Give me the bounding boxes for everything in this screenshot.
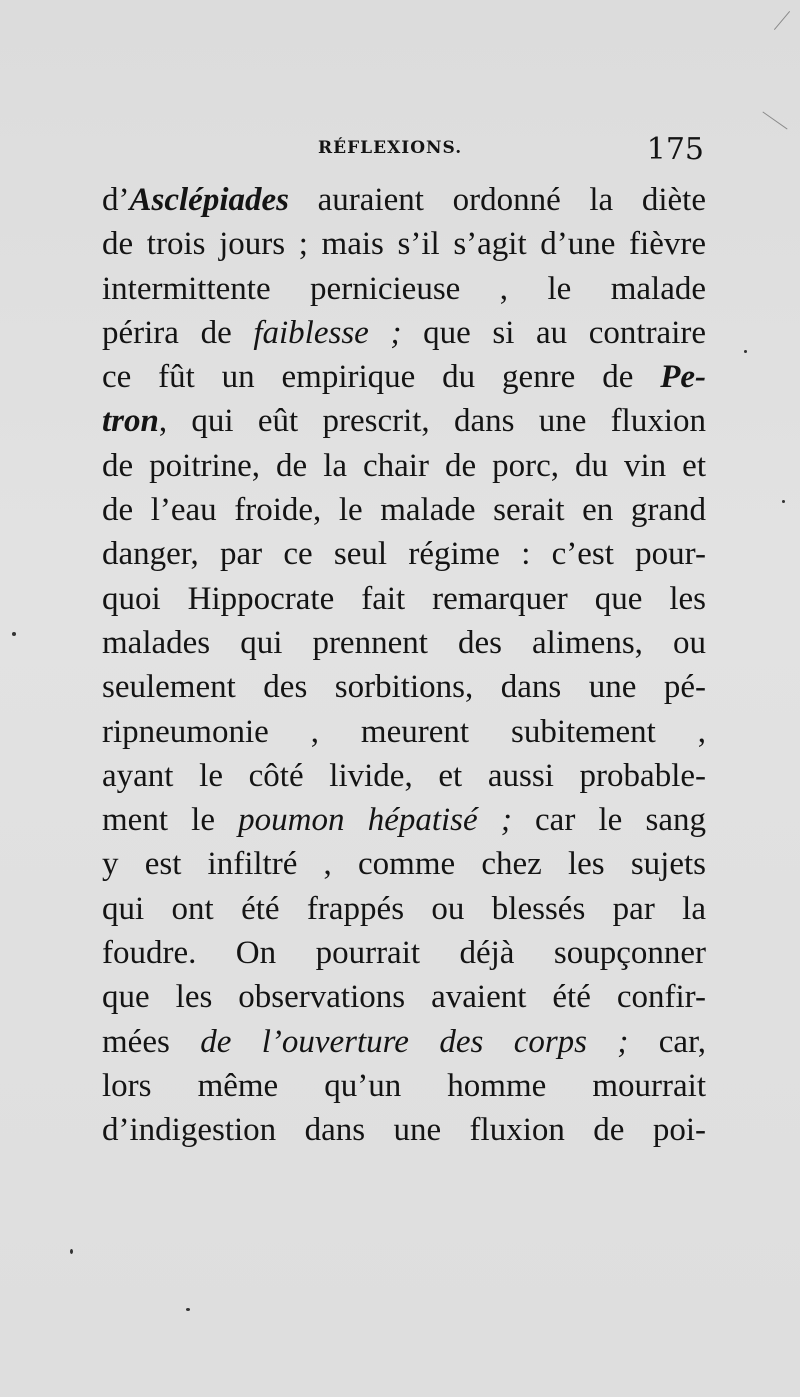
text-segment: car le sang <box>511 802 706 839</box>
text-segment: ayant le côté livide, et aussi probable- <box>102 757 706 794</box>
italic-text-segment: Asclépiades <box>129 182 289 218</box>
text-line <box>102 267 706 311</box>
text-segment: , qui eût prescrit, dans une fluxion <box>158 403 706 440</box>
text-segment: foudre. On pourrait déjà soupçonner <box>102 935 706 972</box>
text-line <box>102 355 706 399</box>
text-line <box>102 488 706 532</box>
text-line <box>102 577 706 621</box>
text-line <box>102 710 706 754</box>
text-line <box>102 798 706 842</box>
text-line <box>102 931 706 975</box>
text-segment: périra de <box>102 314 254 351</box>
text-segment: ment le <box>102 802 239 839</box>
text-segment: auraient ordonné la diète <box>288 182 706 218</box>
italic-text-segment: poumon hépatisé ; <box>238 802 512 839</box>
text-line <box>102 1020 706 1064</box>
text-segment: danger, par ce seul régime : c’est pour- <box>102 536 706 573</box>
text-segment: malades qui prennent des alimens, ou <box>102 624 706 661</box>
paper-edge-mark <box>762 111 787 129</box>
text-segment: de poitrine, de la chair de porc, du vin et <box>102 447 706 484</box>
text-segment: de l’eau froide, le malade serait en grand <box>102 492 706 529</box>
running-head: RÉFLEXIONS. <box>318 138 463 158</box>
text-segment: d’ <box>102 182 130 218</box>
text-segment: qui ont été frappés ou blessés par la <box>102 890 706 927</box>
text-line <box>102 754 706 798</box>
text-segment: de trois jours ; mais s’il s’agit d’une fièvre <box>102 226 706 263</box>
text-segment: lors même qu’un homme mourrait <box>102 1067 706 1104</box>
text-line <box>102 975 706 1019</box>
page-header <box>100 132 708 172</box>
text-segment: ce fût un empirique du genre de <box>102 359 661 396</box>
text-segment: y est infiltré , comme chez les sujets <box>102 846 706 883</box>
text-segment: quoi Hippocrate fait remarquer que les <box>102 580 706 617</box>
italic-text-segment: Pe- <box>660 359 706 396</box>
text-line <box>102 532 706 576</box>
text-line <box>102 1064 706 1108</box>
text-line <box>102 842 706 886</box>
text-line <box>102 621 706 665</box>
text-segment: que les observations avaient été confir- <box>102 979 706 1016</box>
text-segment: d’indigestion dans une fluxion de poi- <box>102 1112 706 1149</box>
text-line <box>102 311 706 355</box>
text-line <box>102 178 706 222</box>
text-line <box>102 887 706 931</box>
ink-speck <box>782 500 785 503</box>
body-text <box>102 178 706 1153</box>
page-number: 175 <box>646 132 704 167</box>
italic-text-segment: tron <box>102 403 159 440</box>
ink-speck <box>70 1249 73 1254</box>
text-segment: intermittente pernicieuse , le malade <box>102 270 706 307</box>
text-line <box>102 1108 706 1152</box>
text-line <box>102 399 706 443</box>
text-line <box>102 665 706 709</box>
italic-text-segment: faiblesse ; <box>253 314 402 351</box>
text-segment: mées <box>102 1023 201 1060</box>
text-segment: seulement des sorbitions, dans une pé- <box>102 669 706 706</box>
ink-speck <box>12 632 16 636</box>
paper-edge-mark <box>774 11 790 30</box>
text-line <box>102 444 706 488</box>
text-segment: ripneumonie , meurent subitement , <box>102 713 706 750</box>
text-segment: car, <box>628 1023 706 1060</box>
ink-speck <box>186 1308 190 1311</box>
text-line <box>102 222 706 266</box>
ink-speck <box>744 350 747 353</box>
text-segment: que si au contraire <box>401 314 707 351</box>
italic-text-segment: de l’ouverture des corps ; <box>200 1023 629 1060</box>
